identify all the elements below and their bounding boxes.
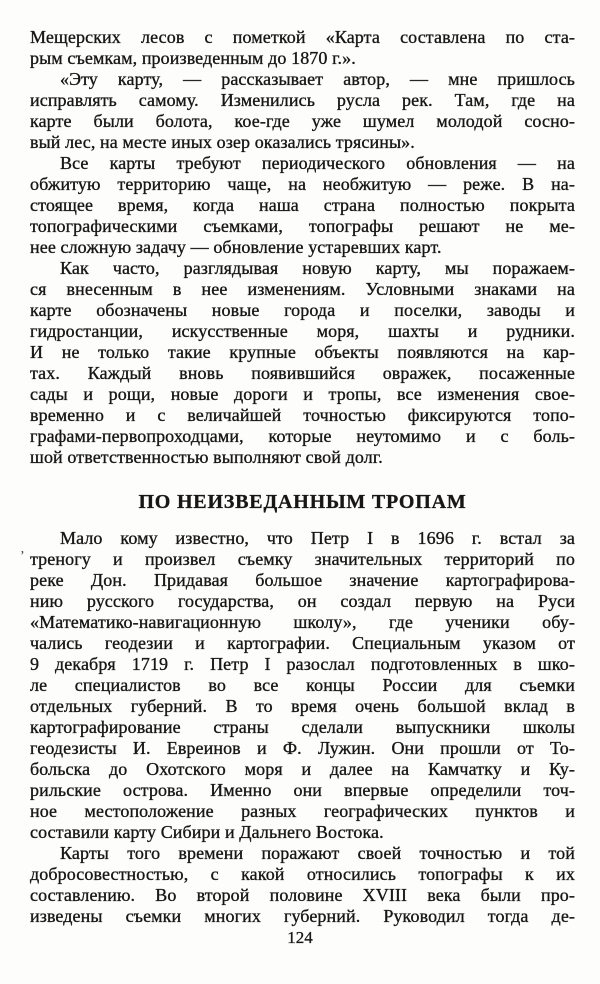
text-line: тах. Каждый вновь появившийся овражек, посаженные bbox=[30, 363, 575, 383]
text-line: шой ответственностью выполняют свой долг. bbox=[30, 447, 383, 467]
text-line: Мещерских лесов с пометкой «Карта составлена по ста- bbox=[30, 27, 575, 47]
scan-artifact-mark: ’ bbox=[20, 549, 25, 564]
text-line: «Эту карту, — рассказывает автор, — мне пришлось bbox=[60, 69, 575, 89]
text-line: Мало кому известно, что Петр I в 1696 г. встал за bbox=[60, 528, 575, 548]
text-line: ное местоположение разных географических пунктов и bbox=[30, 801, 575, 821]
text-line: сады и рощи, новые дороги и тропы, все изменения свое- bbox=[30, 384, 575, 404]
text-line: рым съемкам, произведенным до 1870 г.». bbox=[30, 48, 356, 68]
text-line: ле специалистов во все концы России для съемки bbox=[30, 675, 575, 695]
section-heading: ПО НЕИЗВЕДАННЫМ ТРОПАМ bbox=[138, 491, 467, 513]
text-line: нее сложную задачу — обновление устаревших карт. bbox=[30, 237, 442, 257]
text-line: изведены съемки многих губерний. Руководил тогда де- bbox=[30, 906, 575, 926]
text-section-before-heading bbox=[30, 27, 575, 468]
text-line: карте были болота, кое-где уже шумел молодой сосно- bbox=[30, 111, 575, 131]
text-line: картографирование страны сделали выпускники школы bbox=[30, 717, 575, 737]
text-line: «Математико-навигационную школу», где ученики обу- bbox=[30, 612, 575, 632]
text-line: нию русского государства, он создал первую на Руси bbox=[30, 591, 575, 611]
paragraph bbox=[30, 843, 575, 927]
text-line: стоящее время, когда наша страна полностью покрыта bbox=[30, 195, 575, 215]
text-line: рильские острова. Именно они впервые определили точ- bbox=[30, 780, 575, 800]
text-line: геодезисты И. Евреинов и Ф. Лужин. Они прошли от То- bbox=[30, 738, 575, 758]
text-line: отдельных губерний. В то время очень большой вклад в bbox=[30, 696, 575, 716]
text-line: И не только такие крупные объекты появляются на кар- bbox=[30, 342, 575, 362]
paragraph bbox=[30, 27, 575, 69]
text-line: Карты того времени поражают своей точностью и той bbox=[60, 843, 575, 863]
text-line: 9 декабря 1719 г. Петр I разослал подготовленных в шко- bbox=[30, 654, 575, 674]
text-line: ся внесенным в нее изменениям. Условными знаками на bbox=[30, 279, 575, 299]
text-line: исправлять самому. Изменились русла рек. Там, где на bbox=[30, 90, 575, 110]
text-line: обжитую территорию чаще, на необжитую — реже. В на- bbox=[30, 174, 575, 194]
text-line: карте обозначены новые города и поселки, заводы и bbox=[30, 300, 575, 320]
text-line: вый лес, на месте иных озер оказались трясины». bbox=[30, 132, 415, 152]
page-text bbox=[30, 27, 575, 927]
page-number: 124 bbox=[287, 928, 313, 947]
text-line: гидростанции, искусственные моря, шахты и рудники. bbox=[30, 321, 575, 341]
text-line: составлению. Во второй половине XVIII века были про- bbox=[30, 885, 575, 905]
text-line: графами-первопроходцами, которые неутомимо и с боль- bbox=[30, 426, 575, 446]
text-line: добросовестностью, с какой относились топографы к их bbox=[30, 864, 575, 884]
paragraph bbox=[30, 153, 575, 258]
text-line: чались геодезии и картографии. Специальным указом от bbox=[30, 633, 575, 653]
text-line: топографическими съемками, топографы решают не ме- bbox=[30, 216, 575, 236]
text-line: составили карту Сибири и Дальнего Востока. bbox=[30, 822, 384, 842]
text-line: больска до Охотского моря и далее на Камчатку и Ку- bbox=[30, 759, 575, 779]
text-line: Как часто, разглядывая новую карту, мы поражаем- bbox=[60, 258, 575, 278]
text-line: Все карты требуют периодического обновления — на bbox=[60, 153, 575, 173]
paragraph bbox=[30, 528, 575, 843]
text-section-after-heading bbox=[30, 528, 575, 927]
text-line: временно и с величайшей точностью фиксируются топо- bbox=[30, 405, 575, 425]
paragraph bbox=[30, 258, 575, 468]
text-line: реке Дон. Придавая большое значение картографирова- bbox=[30, 570, 575, 590]
paragraph bbox=[30, 69, 575, 153]
text-line: треногу и произвел съемку значительных территорий по bbox=[30, 549, 575, 569]
